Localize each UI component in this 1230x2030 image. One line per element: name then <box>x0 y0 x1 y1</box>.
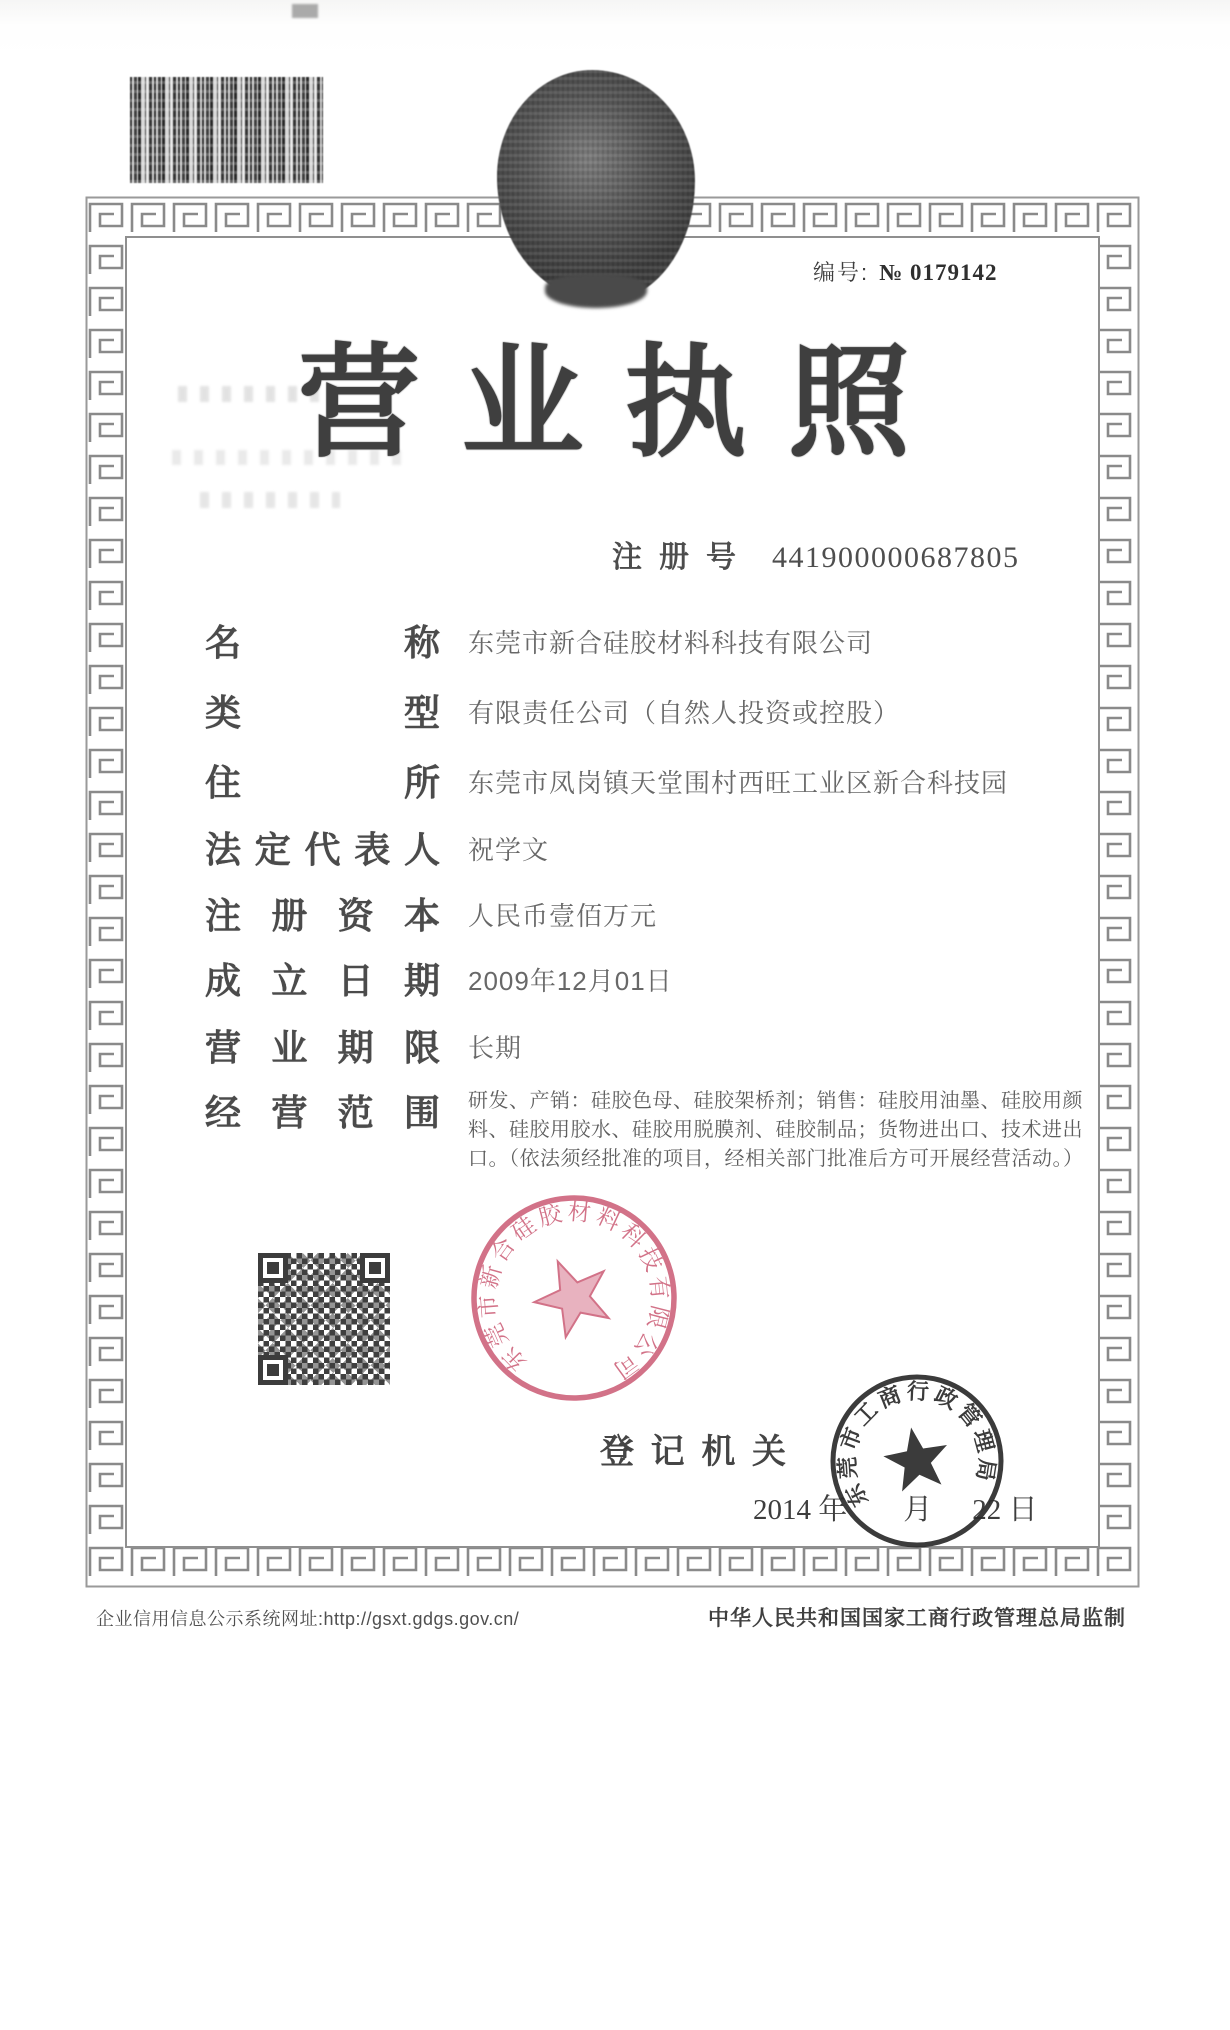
serial-label: 编号: <box>813 260 870 285</box>
field-value: 2009年12月01日 <box>468 966 673 996</box>
field-label: 经 营 范 围 <box>205 1092 440 1133</box>
field-label: 营 业 期 限 <box>205 1027 440 1068</box>
issue-day: 22 日 <box>972 1494 1038 1526</box>
serial-number-line <box>813 256 998 287</box>
field-value: 人民币壹佰万元 <box>468 901 658 931</box>
registration-number-line <box>612 532 1020 576</box>
registration-label: 注 册 号 <box>612 541 736 574</box>
footer-public-system-url: 企业信用信息公示系统网址:http://gsxt.gdgs.gov.cn/ <box>96 1609 520 1629</box>
qr-finder-icon <box>360 1253 390 1283</box>
issue-year: 2014 年 <box>753 1494 848 1526</box>
field-value: 有限责任公司（自然人投资或控股） <box>468 698 901 728</box>
scan-speck <box>292 4 318 18</box>
issue-month: 月 <box>903 1494 933 1526</box>
field-value: 长期 <box>468 1033 523 1063</box>
field-label: 注 册 资 本 <box>205 895 440 936</box>
registration-value: 441900000687805 <box>772 541 1020 574</box>
field-label: 名 称 <box>205 622 440 663</box>
field-value: 研发、产销：硅胶色母、硅胶架桥剂；销售：硅胶用油墨、硅胶用颜料、硅胶用胶水、硅胶用脱膜剂、硅胶制品；货物进出口、技术进出口。（依法须经批准的项目，经相关部门批准后方可开展经营活动。） <box>468 1090 1084 1170</box>
field-label: 法 定 代 表 人 <box>205 829 440 870</box>
registrar-label: 登 记 机 关 <box>600 1433 786 1471</box>
field-label: 住 所 <box>205 762 440 803</box>
authority-seal-text: 东莞市工商行政管理局 <box>834 1378 1001 1511</box>
company-seal-text: 东莞市新合硅胶材料科技有限公司 <box>474 1198 674 1387</box>
serial-value: № 0179142 <box>879 260 998 285</box>
license-title: 营 业 执 照 <box>298 332 910 474</box>
qr-code <box>258 1253 390 1385</box>
field-value: 东莞市凤岗镇天堂围村西旺工业区新合科技园 <box>468 768 1009 798</box>
field-value: 东莞市新合硅胶材料科技有限公司 <box>468 628 874 658</box>
footer-issuing-authority: 中华人民共和国国家工商行政管理总局监制 <box>708 1607 1126 1630</box>
qr-finder-icon <box>258 1253 288 1283</box>
field-value: 祝学文 <box>468 835 550 865</box>
field-label: 类 型 <box>205 692 440 733</box>
barcode <box>130 77 323 183</box>
authority-seal <box>807 1351 1027 1571</box>
qr-finder-icon <box>258 1355 288 1385</box>
field-label: 成 立 日 期 <box>205 960 440 1001</box>
